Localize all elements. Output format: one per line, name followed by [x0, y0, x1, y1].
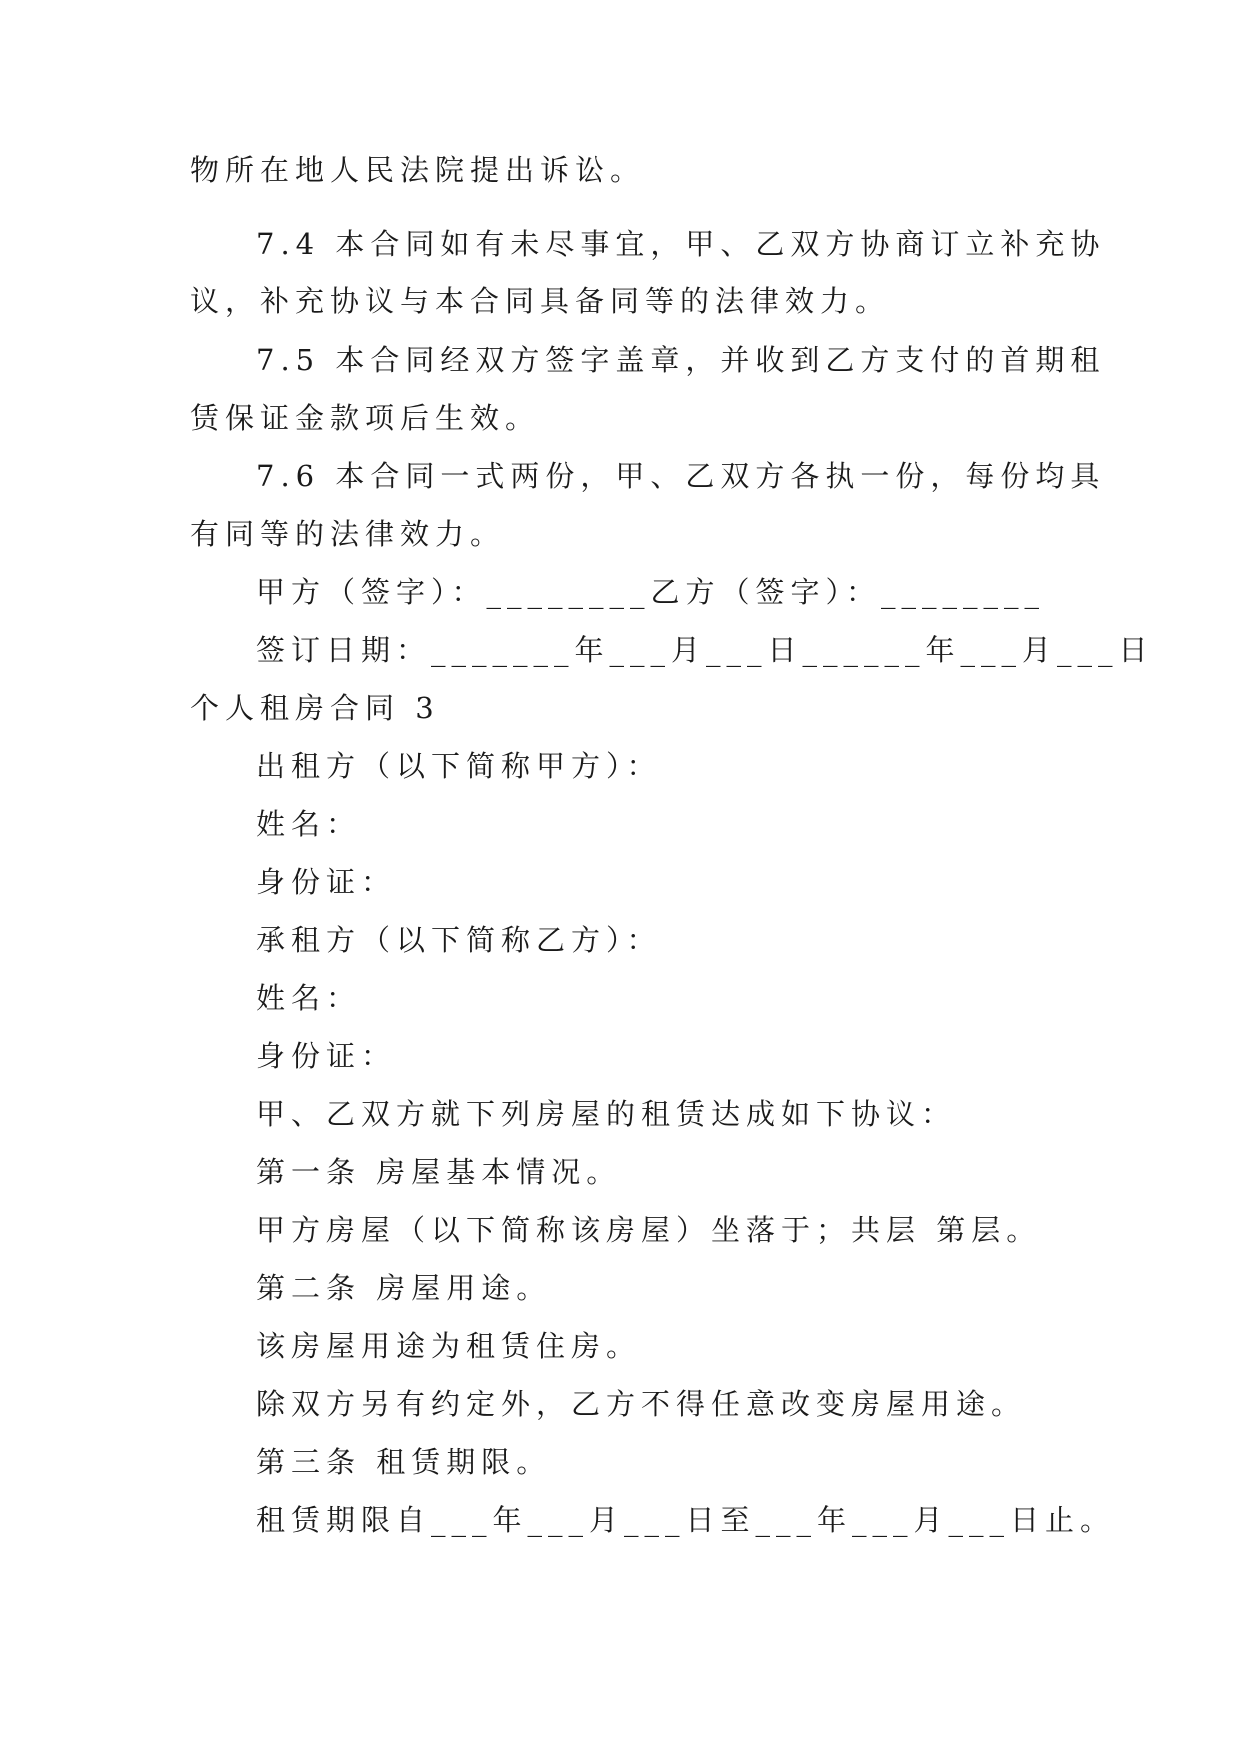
article-1-body: 甲方房屋（以下简称该房屋）坐落于；共层 第层。: [256, 1213, 1042, 1247]
clause-7-6-line-1: 7.6 本合同一式两份，甲、乙双方各执一份，每份均具: [256, 459, 1106, 493]
lessor-label: 出租方（以下简称甲方）：: [256, 749, 662, 783]
article-1-title: 第一条 房屋基本情况。: [256, 1155, 622, 1189]
article-3-body: 租赁期限自___年___月___日至___年___月___日止。: [256, 1503, 1116, 1537]
signature-line: 甲方（签字）：________乙方（签字）：________: [256, 575, 1046, 609]
lessor-name-label: 姓名：: [256, 807, 362, 841]
article-3-title: 第三条 租赁期限。: [256, 1445, 552, 1479]
lessee-name-label: 姓名：: [256, 981, 362, 1015]
clause-7-4-line-1: 7.4 本合同如有未尽事宜，甲、乙双方协商订立补充协: [256, 227, 1106, 261]
signing-date-line: 签订日期：_______年___月___日______年___月___日: [256, 633, 1154, 667]
lessor-id-label: 身份证：: [256, 865, 397, 899]
clause-7-6-line-2: 有同等的法律效力。: [190, 517, 506, 551]
agreement-intro: 甲、乙双方就下列房屋的租赁达成如下协议：: [256, 1097, 957, 1131]
clause-7-5-line-2: 赁保证金款项后生效。: [190, 401, 541, 435]
lessee-label: 承租方（以下简称乙方）：: [256, 923, 662, 957]
clause-7-5-line-1: 7.5 本合同经双方签字盖章，并收到乙方支付的首期租: [256, 343, 1106, 377]
clause-7-4-line-2: 议，补充协议与本合同具备同等的法律效力。: [190, 284, 891, 318]
article-2-body-1: 该房屋用途为租赁住房。: [256, 1329, 642, 1363]
article-2-body-2: 除双方另有约定外，乙方不得任意改变房屋用途。: [256, 1387, 1027, 1421]
lessee-id-label: 身份证：: [256, 1039, 397, 1073]
paragraph-line: 物所在地人民法院提出诉讼。: [190, 153, 646, 187]
article-2-title: 第二条 房屋用途。: [256, 1271, 552, 1305]
section-title: 个人租房合同 3: [190, 691, 440, 725]
